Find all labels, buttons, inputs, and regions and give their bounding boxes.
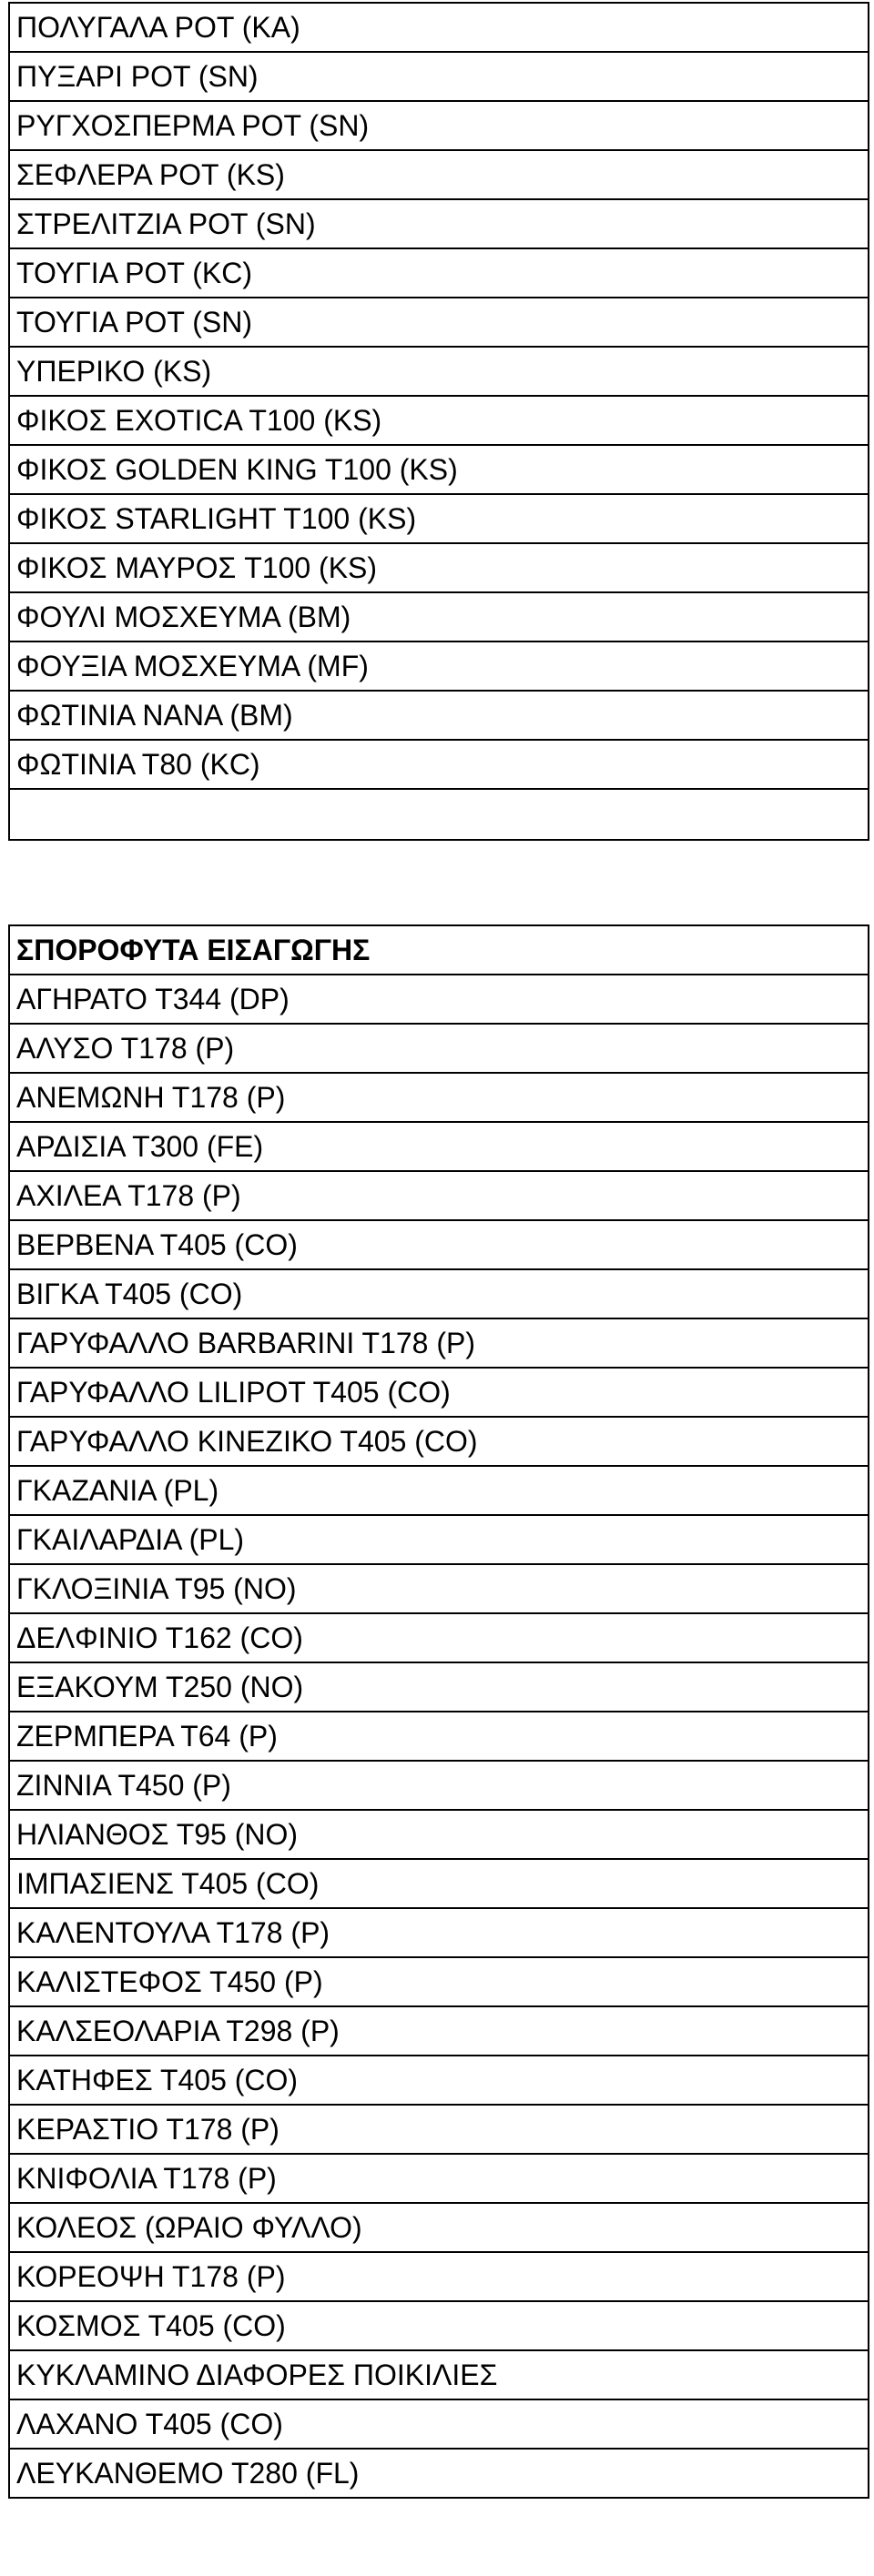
product-cell: ΕΞΑΚΟΥΜ Τ250 (NO) xyxy=(9,1662,869,1712)
product-cell: ΖΕΡΜΠΕΡΑ Τ64 (P) xyxy=(9,1712,869,1761)
product-cell: ΚΑΛΙΣΤΕΦΟΣ Τ450 (P) xyxy=(9,1957,869,2006)
product-table-top xyxy=(8,2,869,841)
product-table-imported-seedlings-body xyxy=(9,925,869,2498)
product-cell: ΦΟΥΛΙ ΜΟΣΧΕΥΜΑ (BM) xyxy=(9,592,869,641)
table-row xyxy=(9,1220,869,1269)
product-cell: ΠΥΞΑΡΙ ΡΟΤ (SN) xyxy=(9,52,869,101)
table-row xyxy=(9,1171,869,1220)
table-row xyxy=(9,1269,869,1318)
product-cell: ΠΟΛΥΓΑΛΑ ΡΟΤ (KA) xyxy=(9,3,869,52)
table-header-row xyxy=(9,925,869,975)
table-row xyxy=(9,2252,869,2301)
table-row xyxy=(9,1564,869,1613)
table-row xyxy=(9,592,869,641)
table-row xyxy=(9,975,869,1024)
table-row xyxy=(9,1368,869,1417)
table-row xyxy=(9,1417,869,1466)
table-row xyxy=(9,2006,869,2056)
product-cell: ΚΟΣΜΟΣ Τ405 (CO) xyxy=(9,2301,869,2350)
table-row xyxy=(9,1466,869,1515)
table-row xyxy=(9,2056,869,2105)
product-cell: ΑΝΕΜΩΝΗ Τ178 (P) xyxy=(9,1073,869,1122)
product-cell: ΚΕΡΑΣΤΙΟ Τ178 (P) xyxy=(9,2105,869,2154)
empty-cell xyxy=(9,789,869,840)
product-cell: ΚΑΤΗΦΕΣ Τ405 (CO) xyxy=(9,2056,869,2105)
table-row xyxy=(9,1122,869,1171)
product-cell: ΔΕΛΦΙΝΙΟ Τ162 (CO) xyxy=(9,1613,869,1662)
table-row xyxy=(9,298,869,347)
product-cell: ΓΚΑΖΑΝΙΑ (PL) xyxy=(9,1466,869,1515)
product-cell: ΖΙΝΝΙΑ Τ450 (P) xyxy=(9,1761,869,1810)
product-cell: ΦΙΚΟΣ GOLDEN KING T100 (KS) xyxy=(9,445,869,494)
product-table-imported-seedlings xyxy=(8,924,869,2499)
product-cell: ΣΤΡΕΛΙΤΖΙΑ ΡΟΤ (SN) xyxy=(9,199,869,248)
product-cell: ΛΕΥΚΑΝΘΕΜΟ Τ280 (FL) xyxy=(9,2449,869,2498)
table-row xyxy=(9,789,869,840)
product-cell: ΗΛΙΑΝΘΟΣ Τ95 (NO) xyxy=(9,1810,869,1859)
product-cell: ΛΑΧΑΝΟ Τ405 (CO) xyxy=(9,2399,869,2449)
product-cell: ΑΧΙΛΕΑ Τ178 (P) xyxy=(9,1171,869,1220)
table-row xyxy=(9,740,869,789)
product-cell: ΦΙΚΟΣ ΜΑΥΡΟΣ T100 (KS) xyxy=(9,543,869,592)
product-cell: ΦΩΤΙΝΙΑ Τ80 (KC) xyxy=(9,740,869,789)
product-cell: ΓΑΡΥΦΑΛΛΟ LILIPOT T405 (CO) xyxy=(9,1368,869,1417)
table-row xyxy=(9,1024,869,1073)
table-row xyxy=(9,2399,869,2449)
product-cell: ΦΙΚΟΣ EXOTICA T100 (KS) xyxy=(9,396,869,445)
table-row xyxy=(9,1515,869,1564)
table-row xyxy=(9,1810,869,1859)
table-row xyxy=(9,543,869,592)
section-header-imported-seedlings: ΣΠΟΡΟΦΥΤΑ ΕΙΣΑΓΩΓΗΣ xyxy=(9,925,869,975)
product-cell: ΓΚΑΙΛΑΡΔΙΑ (PL) xyxy=(9,1515,869,1564)
product-cell: ΑΡΔΙΣΙΑ Τ300 (FE) xyxy=(9,1122,869,1171)
product-cell: ΚΑΛΣΕΟΛΑΡΙΑ Τ298 (P) xyxy=(9,2006,869,2056)
product-cell: ΒΙΓΚΑ Τ405 (CO) xyxy=(9,1269,869,1318)
product-cell: ΦΩΤΙΝΙΑ ΝΑΝΑ (BM) xyxy=(9,691,869,740)
product-cell: ΚΟΡΕΟΨΗ Τ178 (P) xyxy=(9,2252,869,2301)
table-row xyxy=(9,52,869,101)
table-row xyxy=(9,1662,869,1712)
product-cell: ΓΑΡΥΦΑΛΛΟ ΚΙΝΕΖΙΚΟ Τ405 (CO) xyxy=(9,1417,869,1466)
table-row xyxy=(9,1712,869,1761)
table-row xyxy=(9,691,869,740)
table-row xyxy=(9,1613,869,1662)
product-cell: ΦΙΚΟΣ STARLIGHT T100 (KS) xyxy=(9,494,869,543)
table-row xyxy=(9,248,869,298)
table-row xyxy=(9,1908,869,1957)
product-cell: ΙΜΠΑΣΙΕΝΣ Τ405 (CO) xyxy=(9,1859,869,1908)
table-row xyxy=(9,199,869,248)
table-row xyxy=(9,3,869,52)
table-row xyxy=(9,2449,869,2498)
table-row xyxy=(9,396,869,445)
product-cell: ΚΑΛΕΝΤΟΥΛΑ Τ178 (P) xyxy=(9,1908,869,1957)
product-cell: ΚΥΚΛΑΜΙΝΟ ΔΙΑΦΟΡΕΣ ΠΟΙΚΙΛΙΕΣ xyxy=(9,2350,869,2399)
product-cell: ΤΟΥΓΙΑ ΡΟΤ (KC) xyxy=(9,248,869,298)
table-row xyxy=(9,101,869,150)
table-row xyxy=(9,150,869,199)
table-row xyxy=(9,1073,869,1122)
product-cell: ΦΟΥΞΙΑ ΜΟΣΧΕΥΜΑ (MF) xyxy=(9,641,869,691)
table-row xyxy=(9,445,869,494)
table-row xyxy=(9,641,869,691)
table-row xyxy=(9,1957,869,2006)
table-row xyxy=(9,2350,869,2399)
product-cell: ΚΝΙΦΟΛΙΑ Τ178 (P) xyxy=(9,2154,869,2203)
table-row xyxy=(9,494,869,543)
table-row xyxy=(9,2301,869,2350)
product-cell: ΓΑΡΥΦΑΛΛΟ BARBARINI T178 (P) xyxy=(9,1318,869,1368)
product-cell: ΓΚΛΟΞΙΝΙΑ Τ95 (NO) xyxy=(9,1564,869,1613)
product-cell: ΥΠΕΡΙΚΟ (KS) xyxy=(9,347,869,396)
product-cell: ΤΟΥΓΙΑ ΡΟΤ (SN) xyxy=(9,298,869,347)
table-row xyxy=(9,2203,869,2252)
table-row xyxy=(9,2105,869,2154)
table-row xyxy=(9,1761,869,1810)
product-table-top-body xyxy=(9,3,869,840)
product-cell: ΡΥΓΧΟΣΠΕΡΜΑ ΡΟΤ (SN) xyxy=(9,101,869,150)
product-cell: ΚΟΛΕΟΣ (ΩΡΑΙΟ ΦΥΛΛΟ) xyxy=(9,2203,869,2252)
product-cell: ΑΓΗΡΑΤΟ Τ344 (DP) xyxy=(9,975,869,1024)
table-row xyxy=(9,347,869,396)
product-cell: ΑΛΥΣΟ Τ178 (P) xyxy=(9,1024,869,1073)
product-cell: ΣΕΦΛΕΡΑ ΡΟΤ (KS) xyxy=(9,150,869,199)
table-row xyxy=(9,2154,869,2203)
product-cell: ΒΕΡΒΕΝΑ Τ405 (CO) xyxy=(9,1220,869,1269)
table-row xyxy=(9,1318,869,1368)
table-row xyxy=(9,1859,869,1908)
